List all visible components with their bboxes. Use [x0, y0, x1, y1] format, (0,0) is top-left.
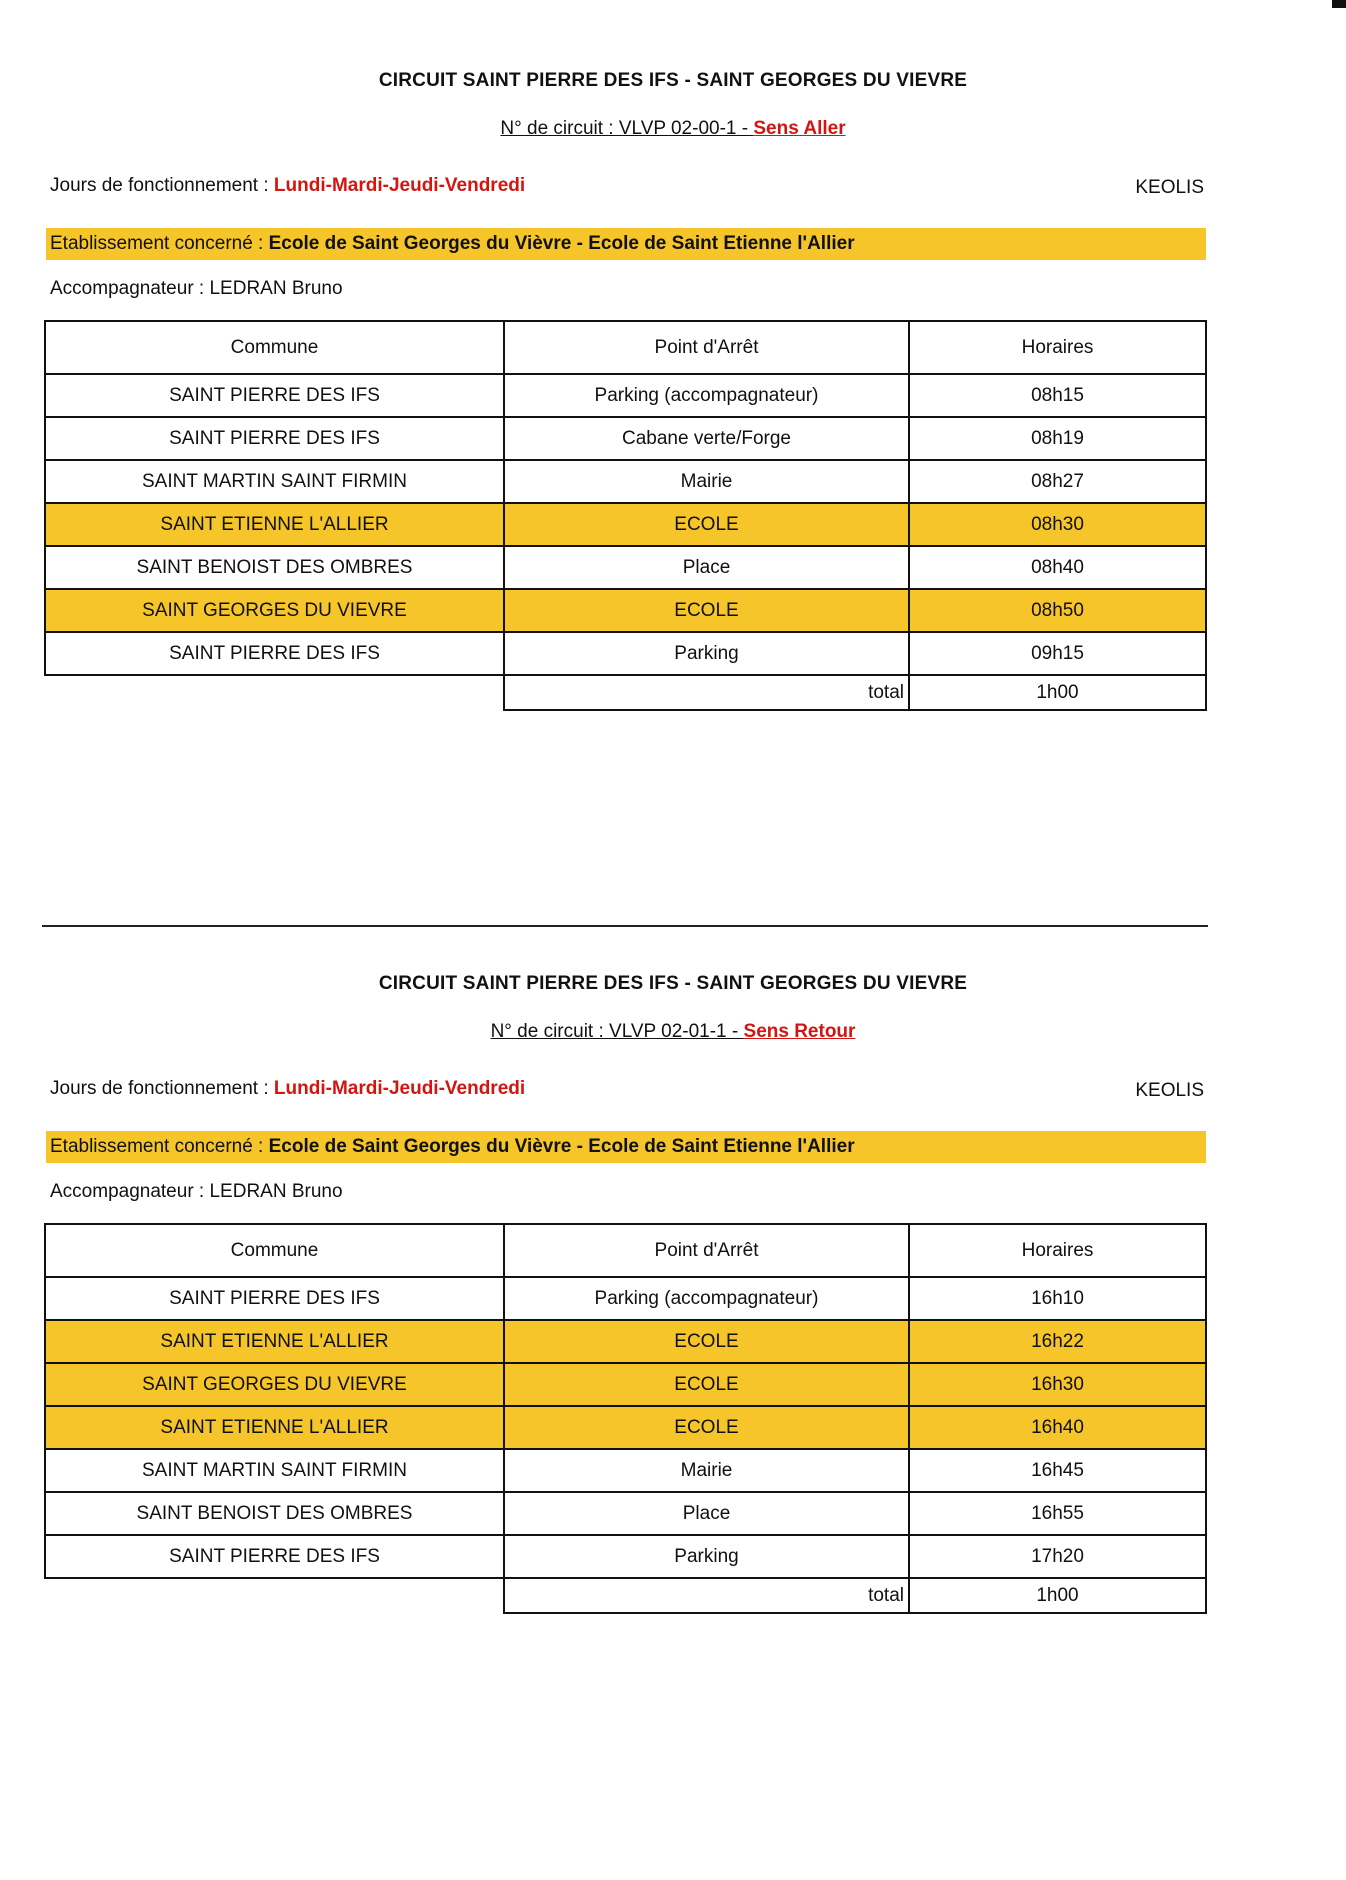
cell-commune: SAINT MARTIN SAINT FIRMIN — [45, 1449, 504, 1492]
cell-commune: SAINT BENOIST DES OMBRES — [45, 546, 504, 589]
cell-stop: Parking — [504, 632, 909, 675]
table-header-row — [45, 321, 1206, 374]
cell-time: 09h15 — [909, 632, 1206, 675]
cell-stop: ECOLE — [504, 589, 909, 632]
establishment-banner — [46, 1131, 1206, 1163]
table-row — [45, 632, 1206, 675]
cell-time: 08h15 — [909, 374, 1206, 417]
table-row — [45, 1320, 1206, 1363]
cell-commune: SAINT PIERRE DES IFS — [45, 1277, 504, 1320]
circuit-number-line — [0, 1021, 1346, 1043]
cell-stop: Mairie — [504, 460, 909, 503]
direction-label: Sens Aller — [753, 118, 846, 139]
circuit-number: N° de circuit : VLVP 02-00-1 - — [500, 118, 754, 139]
section-divider — [42, 925, 1208, 927]
table-row — [45, 1449, 1206, 1492]
total-label: total — [504, 1578, 909, 1613]
cell-stop: ECOLE — [504, 1320, 909, 1363]
table-row — [45, 546, 1206, 589]
circuit-title: CIRCUIT SAINT PIERRE DES IFS - SAINT GEORGES DU VIEVRE — [378, 973, 968, 994]
cell-stop: Place — [504, 1492, 909, 1535]
scan-corner-mark — [1332, 0, 1346, 8]
header-stop: Point d'Arrêt — [504, 321, 909, 374]
cell-commune: SAINT GEORGES DU VIEVRE — [45, 1363, 504, 1406]
table-row — [45, 1406, 1206, 1449]
operating-days-label: Jours de fonctionnement : — [50, 1078, 274, 1099]
cell-time: 16h30 — [909, 1363, 1206, 1406]
cell-commune: SAINT ETIENNE L'ALLIER — [45, 1320, 504, 1363]
escort-name: Accompagnateur : LEDRAN Bruno — [50, 1181, 343, 1202]
cell-commune: SAINT PIERRE DES IFS — [45, 1535, 504, 1578]
table-row — [45, 1492, 1206, 1535]
operating-days-label: Jours de fonctionnement : — [50, 175, 274, 196]
cell-commune: SAINT MARTIN SAINT FIRMIN — [45, 460, 504, 503]
establishment-value: Ecole de Saint Georges du Vièvre - Ecole de Saint Etienne l'Allier — [268, 1136, 855, 1157]
establishment-label: Etablissement concerné : — [50, 1136, 269, 1157]
operating-days-value: Lundi-Mardi-Jeudi-Vendredi — [273, 175, 526, 196]
cell-stop: ECOLE — [504, 1406, 909, 1449]
table-row — [45, 1277, 1206, 1320]
cell-commune: SAINT PIERRE DES IFS — [45, 374, 504, 417]
header-stop: Point d'Arrêt — [504, 1224, 909, 1277]
header-commune: Commune — [45, 321, 504, 374]
operator-name: KEOLIS — [1135, 1080, 1204, 1101]
cell-stop: ECOLE — [504, 1363, 909, 1406]
circuit-number: N° de circuit : VLVP 02-01-1 - — [490, 1021, 744, 1042]
operating-days — [50, 175, 525, 197]
cell-commune: SAINT PIERRE DES IFS — [45, 417, 504, 460]
total-label: total — [504, 675, 909, 710]
total-value: 1h00 — [909, 1578, 1206, 1613]
cell-stop: Parking (accompagnateur) — [504, 1277, 909, 1320]
table-row — [45, 460, 1206, 503]
total-blank-cell — [45, 675, 504, 710]
table-row — [45, 1535, 1206, 1578]
establishment-banner — [46, 228, 1206, 260]
circuit-title: CIRCUIT SAINT PIERRE DES IFS - SAINT GEORGES DU VIEVRE — [378, 70, 968, 91]
cell-time: 08h30 — [909, 503, 1206, 546]
cell-stop: Place — [504, 546, 909, 589]
cell-time: 08h19 — [909, 417, 1206, 460]
establishment-label: Etablissement concerné : — [50, 233, 269, 254]
cell-time: 16h55 — [909, 1492, 1206, 1535]
schedule-table — [44, 320, 1207, 711]
cell-time: 16h40 — [909, 1406, 1206, 1449]
total-row — [45, 1578, 1206, 1613]
cell-stop: Parking (accompagnateur) — [504, 374, 909, 417]
cell-time: 16h10 — [909, 1277, 1206, 1320]
cell-commune: SAINT GEORGES DU VIEVRE — [45, 589, 504, 632]
table-row — [45, 589, 1206, 632]
cell-commune: SAINT BENOIST DES OMBRES — [45, 1492, 504, 1535]
schedule-table — [44, 1223, 1207, 1614]
table-row — [45, 374, 1206, 417]
cell-time: 17h20 — [909, 1535, 1206, 1578]
direction-label: Sens Retour — [743, 1021, 856, 1042]
cell-commune: SAINT ETIENNE L'ALLIER — [45, 1406, 504, 1449]
cell-time: 08h40 — [909, 546, 1206, 589]
escort-name: Accompagnateur : LEDRAN Bruno — [50, 278, 343, 299]
operator-name: KEOLIS — [1135, 177, 1204, 198]
cell-stop: Mairie — [504, 1449, 909, 1492]
header-time: Horaires — [909, 1224, 1206, 1277]
table-header-row — [45, 1224, 1206, 1277]
cell-stop: Cabane verte/Forge — [504, 417, 909, 460]
cell-time: 16h22 — [909, 1320, 1206, 1363]
total-blank-cell — [45, 1578, 504, 1613]
operating-days-value: Lundi-Mardi-Jeudi-Vendredi — [273, 1078, 526, 1099]
total-row — [45, 675, 1206, 710]
cell-time: 16h45 — [909, 1449, 1206, 1492]
cell-stop: Parking — [504, 1535, 909, 1578]
cell-time: 08h50 — [909, 589, 1206, 632]
cell-stop: ECOLE — [504, 503, 909, 546]
total-value: 1h00 — [909, 675, 1206, 710]
table-row — [45, 417, 1206, 460]
operating-days — [50, 1078, 525, 1100]
establishment-value: Ecole de Saint Georges du Vièvre - Ecole de Saint Etienne l'Allier — [268, 233, 855, 254]
cell-commune: SAINT ETIENNE L'ALLIER — [45, 503, 504, 546]
circuit-number-line — [0, 118, 1346, 140]
header-time: Horaires — [909, 321, 1206, 374]
table-row — [45, 503, 1206, 546]
table-row — [45, 1363, 1206, 1406]
cell-commune: SAINT PIERRE DES IFS — [45, 632, 504, 675]
header-commune: Commune — [45, 1224, 504, 1277]
cell-time: 08h27 — [909, 460, 1206, 503]
